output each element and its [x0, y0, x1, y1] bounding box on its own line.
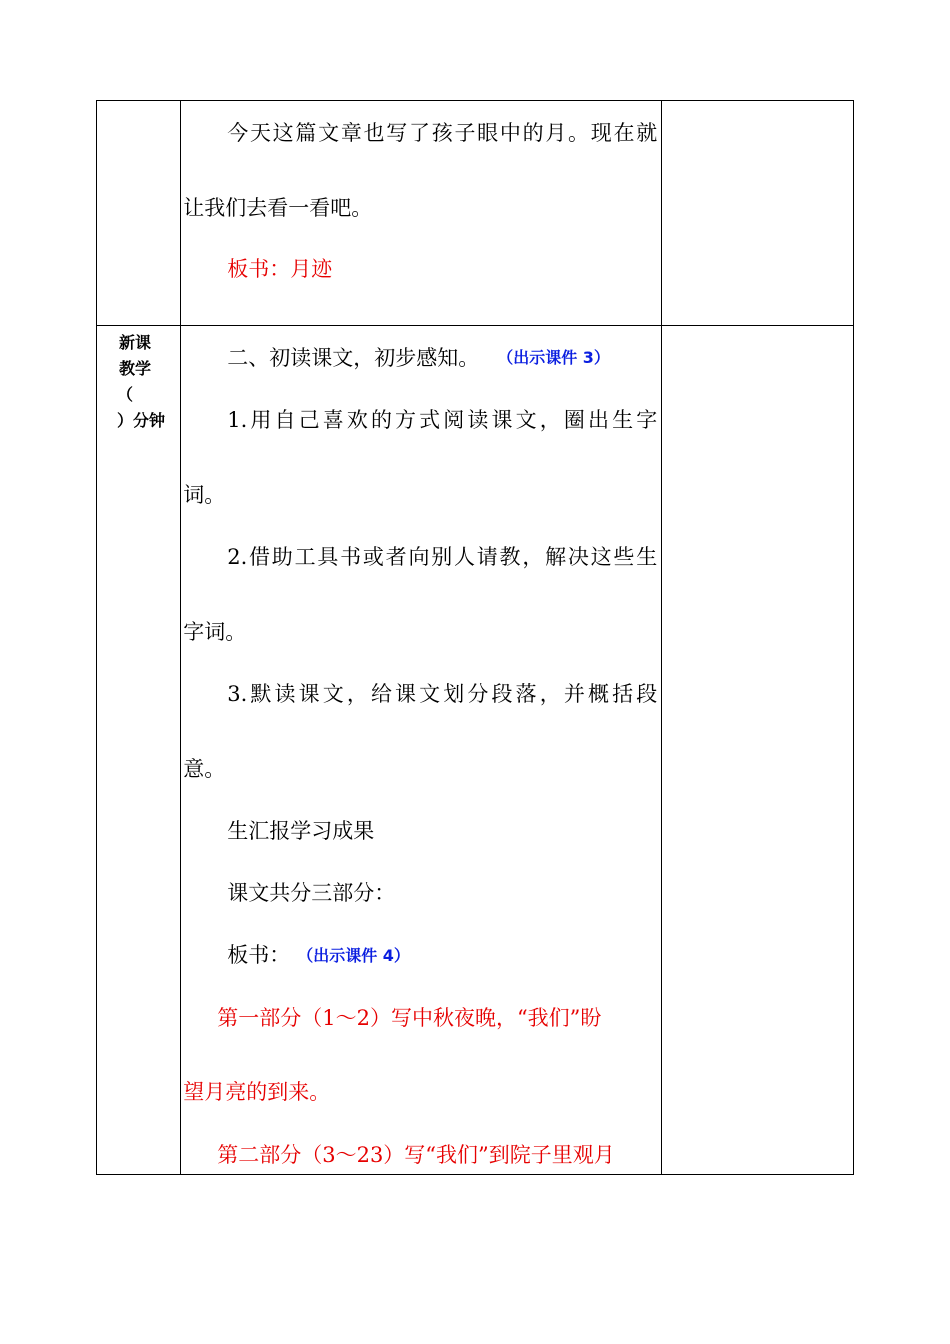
item-3-line-2: 意。 [183, 757, 226, 781]
intro-line-2: 让我们去看一看吧。 [183, 196, 373, 220]
notes-cell-1 [662, 101, 854, 326]
lesson-plan-table [96, 100, 854, 1175]
stage-label-line-4: ）分钟 [117, 411, 166, 430]
part-1-line-1: 第一部分（1～2）写中秋夜晚，“我们”盼 [217, 1006, 602, 1030]
item-1-line-2: 词。 [183, 483, 226, 507]
notes-cell-2 [662, 326, 854, 1175]
part-1-line-2: 望月亮的到来。 [183, 1080, 331, 1104]
stage-label-cell [97, 326, 181, 1175]
part-2-line-1: 第二部分（3～23）写“我们”到院子里观月 [217, 1143, 615, 1167]
courseware-3-note: （出示课件 3） [497, 348, 610, 367]
intro-line-1: 今天这篇文章也写了孩子眼中的月。现在就 [227, 121, 658, 145]
table-row [97, 326, 854, 1175]
stage-label-line-2: 教学 [119, 359, 152, 378]
section-heading: 二、初读课文，初步感知。 [227, 346, 480, 370]
item-2-line-2: 字词。 [183, 620, 247, 644]
content-cell-intro [181, 101, 662, 326]
item-1-line-1: 1.用自己喜欢的方式阅读课文，圈出生字 [227, 408, 658, 432]
table-row [97, 101, 854, 326]
board-label: 板书： [227, 943, 291, 967]
item-2-line-1: 2.借助工具书或者向别人请教，解决这些生 [227, 545, 658, 569]
stage-label-line-3: （ [117, 385, 134, 404]
item-3-line-1: 3.默读课文，给课文划分段落，并概括段 [227, 682, 658, 706]
content-cell-reading [181, 326, 662, 1175]
stage-label-line-1: 新课 [119, 333, 152, 352]
courseware-4-note: （出示课件 4） [297, 946, 410, 965]
stage-label-cell-empty [97, 101, 181, 326]
parts-text: 课文共分三部分： [227, 881, 396, 905]
report-text: 生汇报学习成果 [227, 819, 375, 843]
board-title: 板书：月迹 [227, 257, 333, 281]
